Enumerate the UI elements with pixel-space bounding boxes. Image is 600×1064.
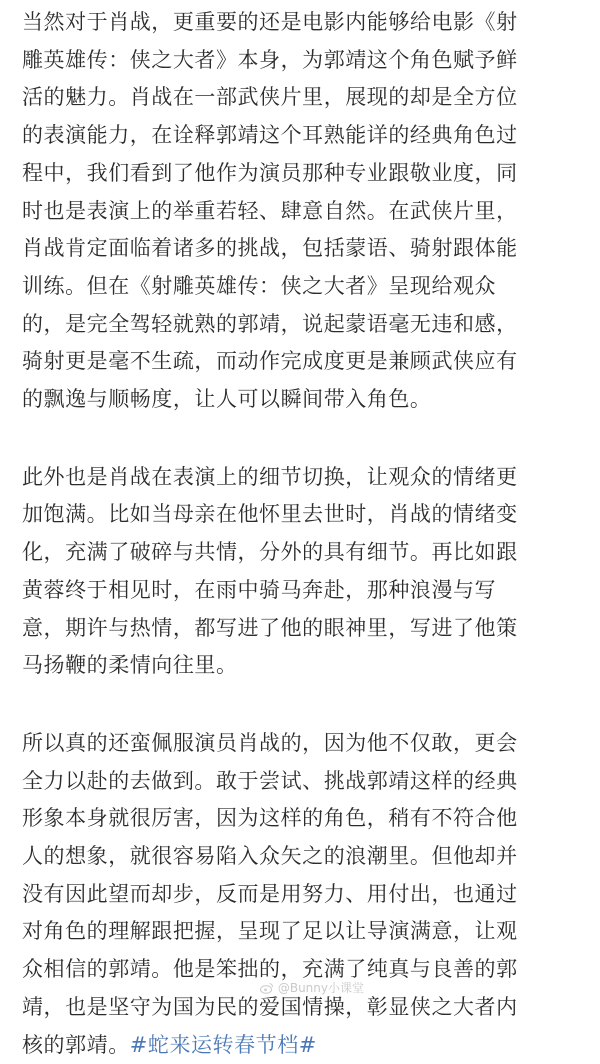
text-line: 当然对于肖战，更重要的还是电影内能够给电影《射: [22, 10, 518, 34]
text-line: 全力以赴的去做到。敢于尝试、挑战郭靖这样的经典: [22, 768, 518, 793]
text-line: 时也是表演上的举重若轻、肆意自然。在武侠片里，: [22, 198, 518, 223]
text-line: 马扬鞭的柔情向往里。: [22, 653, 238, 678]
text-line: 骑射更是毫不生疏，而动作完成度更是兼顾武侠应有: [22, 349, 518, 374]
text-line: 形象本身就很厉害，因为这样的角色，稍有不符合他: [22, 806, 518, 831]
text-line: 的表演能力，在诠释郭靖这个耳熟能详的经典角色过: [22, 123, 518, 148]
paragraph-1: [22, 4, 582, 419]
text-line: 肖战肯定面临着诸多的挑战，包括蒙语、骑射跟体能: [22, 236, 518, 261]
text-line-last: [22, 1027, 582, 1064]
text-line: 靖，也是坚守为国为民的爱国情操，彰显侠之大者内: [22, 994, 518, 1019]
paragraph-2: [22, 459, 582, 685]
watermark: [260, 979, 364, 996]
text-line: 程中，我们看到了他作为演员那种专业跟敬业度，同: [22, 160, 518, 185]
text-line: 雕英雄传：侠之大者》本身，为郭靖这个角色赋予鲜: [22, 47, 518, 72]
paragraph-gap: [22, 685, 582, 725]
text-line: 意，期许与热情，都写进了他的眼神里，写进了他策: [22, 615, 518, 640]
text-line: 黄蓉终于相见时，在雨中骑马奔赴，那种浪漫与写: [22, 577, 497, 602]
article-body: [22, 4, 582, 1064]
hashtag-link[interactable]: #蛇来运转春节档#: [129, 1032, 317, 1057]
text-line: 化，充满了破碎与共情，分外的具有细节。再比如跟: [22, 540, 518, 565]
text-line: 所以真的还蛮佩服演员肖战的，因为他不仅敢，更会: [22, 730, 518, 755]
watermark-text: @Bunny小课堂: [277, 981, 364, 995]
text-line: 活的魅力。肖战在一部武侠片里，展现的却是全方位: [22, 85, 518, 110]
weibo-icon: [260, 982, 274, 994]
text-line: 加饱满。比如当母亲在他怀里去世时，肖战的情绪变: [22, 502, 518, 527]
text-line: 人的想象，就很容易陷入众矢之的浪潮里。但他却并: [22, 844, 518, 869]
text-line: 对角色的理解跟把握，呈现了足以让导演满意，让观: [22, 919, 518, 944]
text-line: 此外也是肖战在表演上的细节切换，让观众的情绪更: [22, 464, 518, 489]
text-line: 训练。但在《射雕英雄传：侠之大者》呈现给观众: [22, 273, 497, 298]
text-line: 没有因此望而却步，反而是用努力、用付出，也通过: [22, 881, 518, 906]
text-line: 众相信的郭靖。他是笨拙的，充满了纯真与良善的郭: [22, 957, 518, 982]
text-fragment: 核的郭靖。: [22, 1032, 130, 1057]
text-line: 的飘逸与顺畅度，让人可以瞬间带入角色。: [22, 387, 432, 412]
text-line: 的，是完全驾轻就熟的郭靖，说起蒙语毫无违和感，: [22, 311, 518, 336]
paragraph-3: [22, 725, 582, 1064]
paragraph-gap: [22, 419, 582, 459]
